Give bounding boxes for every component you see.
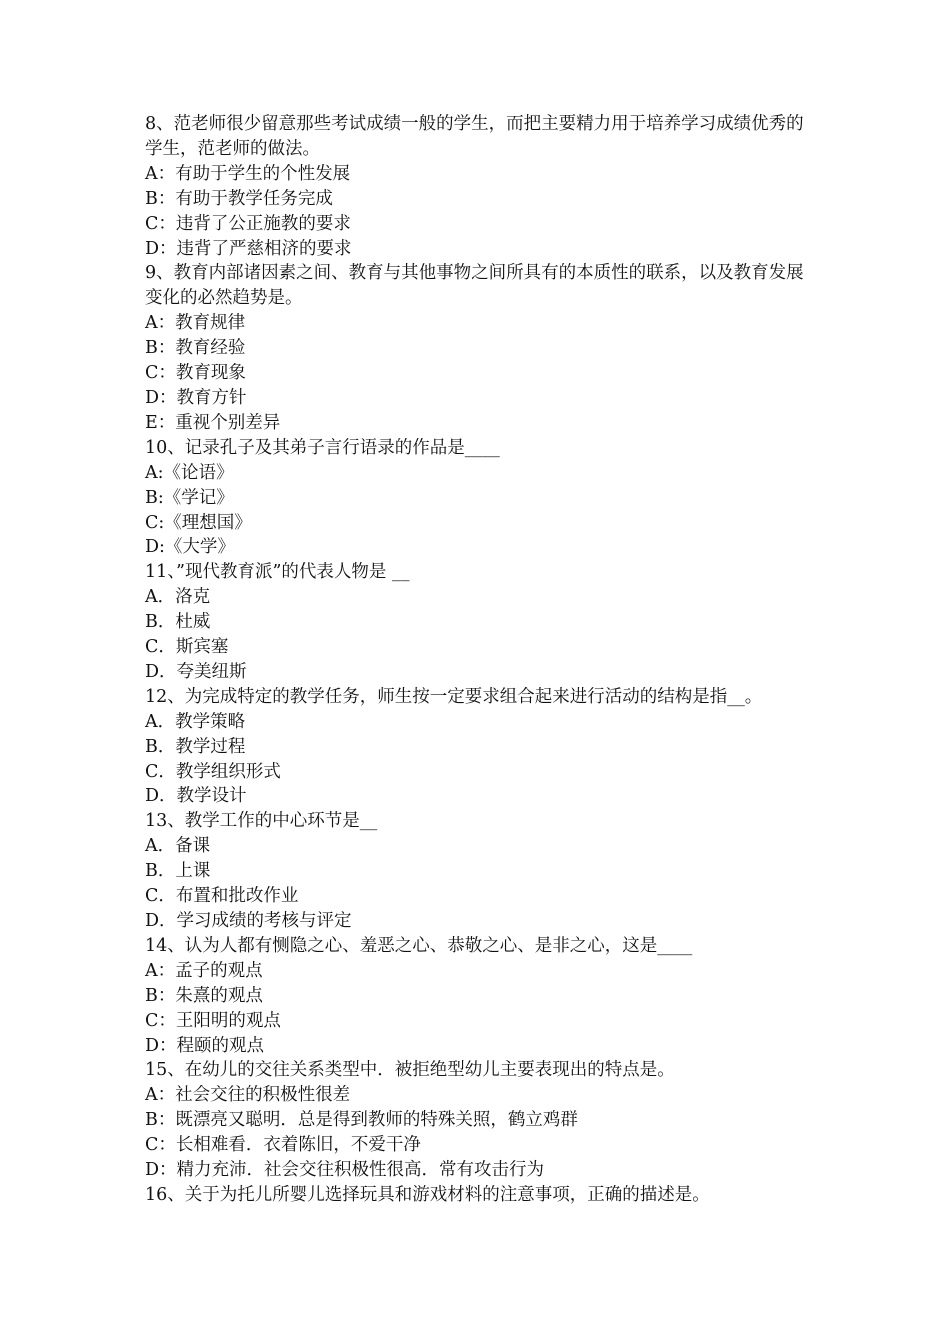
question-block	[145, 1058, 813, 1183]
answer-option: C．布置和批改作业	[145, 886, 299, 907]
answer-option: B：教育经验	[145, 338, 246, 359]
question-block	[145, 685, 813, 810]
answer-option: B:《学记》	[145, 487, 234, 508]
answer-option: A．备课	[145, 836, 211, 857]
answer-option: A：孟子的观点	[145, 960, 263, 981]
answer-option: A：教育规律	[145, 313, 246, 334]
question-text: 8、范老师很少留意那些考试成绩一般的学生，而把主要精力用于培养学习成绩优秀的学生，范老师的做法。	[145, 114, 804, 159]
answer-option: D．夸美纽斯	[145, 661, 247, 682]
answer-option: D：程颐的观点	[145, 1035, 265, 1056]
answer-option: D：精力充沛．社会交往积极性很高．常有攻击行为	[145, 1160, 545, 1181]
answer-option: C：教育现象	[145, 363, 246, 384]
answer-option: C．斯宾塞	[145, 637, 229, 658]
answer-option: B．教学过程	[145, 736, 246, 757]
answer-option: C：长相难看．衣着陈旧，不爱干净	[145, 1135, 421, 1156]
question-text: 11、”现代教育派”的代表人物是 __	[145, 562, 410, 583]
question-block	[145, 560, 813, 685]
answer-option: A．洛克	[145, 587, 211, 608]
question-text: 16、关于为托儿所婴儿选择玩具和游戏材料的注意事项，正确的描述是。	[145, 1184, 710, 1205]
answer-option: B：朱熹的观点	[145, 985, 263, 1006]
answer-option: B：既漂亮又聪明．总是得到教师的特殊关照，鹤立鸡群	[145, 1110, 578, 1131]
answer-option: C：违背了公正施教的要求	[145, 213, 351, 234]
question-text: 10、记录孔子及其弟子言行语录的作品是____	[145, 437, 500, 458]
answer-option: A．教学策略	[145, 711, 246, 732]
question-text: 14、认为人都有恻隐之心、羞恶之心、恭敬之心、是非之心，这是____	[145, 935, 693, 956]
question-block	[145, 112, 813, 261]
document-body	[145, 112, 813, 1208]
question-text: 12、为完成特定的教学任务，师生按一定要求组合起来进行活动的结构是指__。	[145, 686, 763, 707]
answer-option: D:《大学》	[145, 537, 235, 558]
question-block	[145, 261, 813, 435]
answer-option: A:《论语》	[145, 462, 234, 483]
answer-option: D：教育方针	[145, 387, 247, 408]
answer-option: B．上课	[145, 861, 211, 882]
answer-option: D：违背了严慈相济的要求	[145, 238, 352, 259]
question-block	[145, 1183, 813, 1208]
answer-option: B．杜威	[145, 612, 211, 633]
question-block	[145, 809, 813, 934]
answer-option: A：有助于学生的个性发展	[145, 163, 351, 184]
question-text: 9、教育内部诸因素之间、教育与其他事物之间所具有的本质性的联系，以及教育发展变化的必然趋势是。	[145, 263, 804, 309]
answer-option: C．教学组织形式	[145, 761, 281, 782]
answer-option: D．教学设计	[145, 786, 247, 807]
answer-option: E：重视个别差异	[145, 412, 281, 433]
answer-option: A：社会交往的积极性很差	[145, 1085, 351, 1106]
question-text: 13、教学工作的中心环节是__	[145, 811, 378, 832]
answer-option: C：王阳明的观点	[145, 1010, 281, 1031]
question-block	[145, 436, 813, 561]
answer-option: B：有助于教学任务完成	[145, 188, 333, 209]
answer-option: D．学习成绩的考核与评定	[145, 911, 352, 931]
answer-option: C:《理想国》	[145, 512, 252, 533]
question-block	[145, 934, 813, 1059]
question-text: 15、在幼儿的交往关系类型中．被拒绝型幼儿主要表现出的特点是。	[145, 1060, 675, 1081]
